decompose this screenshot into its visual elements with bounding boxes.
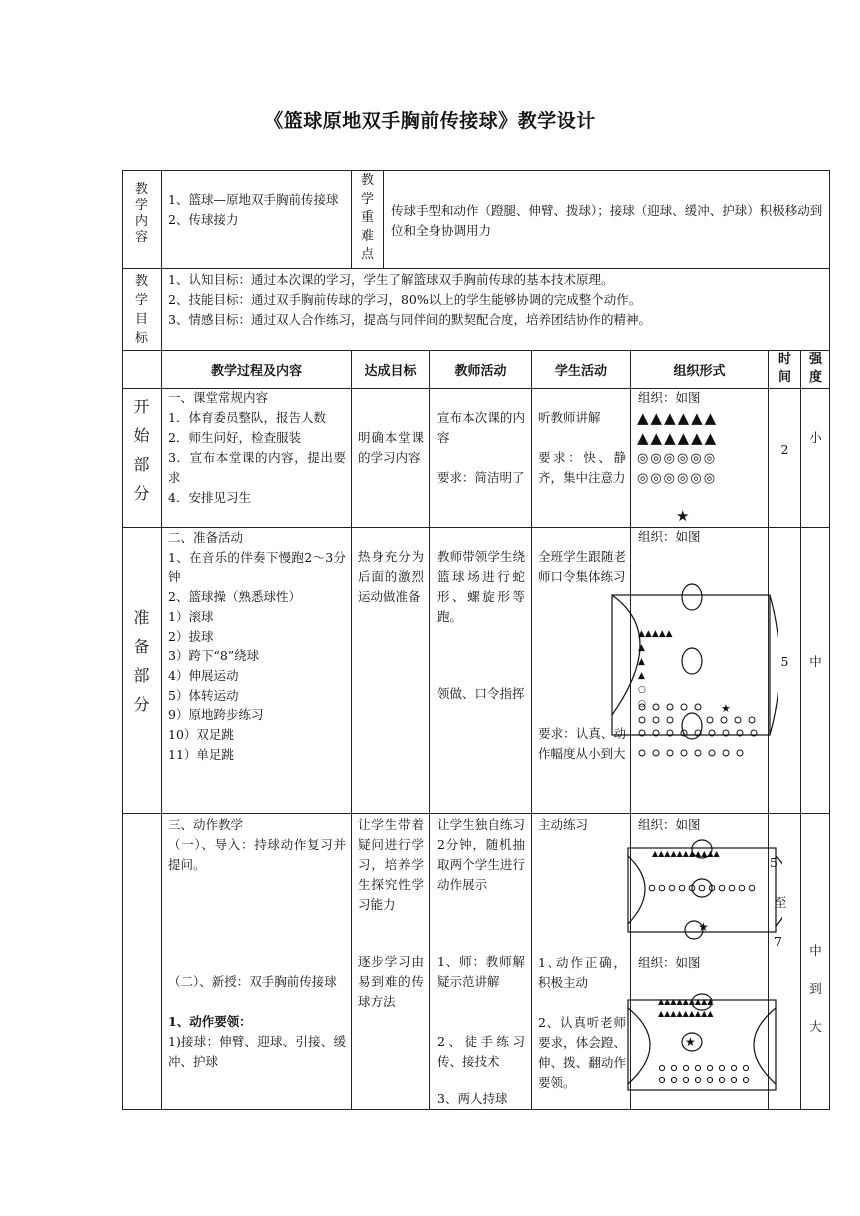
document-title: 《篮球原地双手胸前传接球》教学设计 bbox=[264, 110, 596, 132]
start-target: 明确本堂课的学习内容 bbox=[358, 430, 424, 465]
main-student-3: 2、认真听老师要求，体会蹬、伸、拨、翻动作要领。 bbox=[538, 1015, 626, 1090]
main-court-diagram-2 bbox=[622, 992, 782, 1092]
main-time-b: 至 bbox=[774, 895, 787, 910]
svg-text:▲▲▲▲▲: ▲▲▲▲▲ bbox=[638, 629, 673, 639]
svg-text:★: ★ bbox=[685, 1035, 696, 1049]
start-teacher-1: 宣布本次课的内容 bbox=[437, 410, 525, 445]
main-time-a: 5 bbox=[770, 855, 778, 870]
start-intensity: 小 bbox=[809, 430, 822, 445]
main-court-diagram-1 bbox=[622, 838, 782, 946]
prep-content: 二、准备活动 1、在音乐的伴奏下慢跑2～3分钟 2、篮球操（熟悉球性） 1）滚球 2）拔球 3）跨下“8”绕球 4）伸展运动 5）体转运动 9）原地跨步练习 10）双足跳 11）单足跳 bbox=[168, 530, 346, 762]
header-student: 学生活动 bbox=[554, 364, 607, 379]
formation-circle-row-2: ◎◎◎◎◎◎ bbox=[637, 471, 718, 486]
main-intensity: 中 到 大 bbox=[809, 943, 822, 1034]
svg-text:▲: ▲ bbox=[638, 657, 645, 667]
main-teacher-4: 3、两人持球 bbox=[437, 1091, 508, 1106]
key-points-text: 传球手型和动作（蹬腿、伸臂、拨球）；接球（迎球、缓冲、护球）积极移动到位和全身协调用力 bbox=[391, 203, 823, 238]
svg-text:★: ★ bbox=[721, 702, 731, 715]
header-target: 达成目标 bbox=[364, 364, 417, 379]
main-student-2: 1､动作正确，积极主动 bbox=[538, 955, 626, 990]
main-target-2: 逐步学习由易到难的传球方法 bbox=[358, 954, 424, 1009]
section-prep-label: 准 备 部 分 bbox=[133, 608, 150, 714]
goal-item-2: 2、技能目标：通过双手胸前传球的学习，80%以上的学生能够协调的完成整个动作。 bbox=[168, 292, 642, 307]
prep-student-1: 全班学生跟随老师口令集体练习 bbox=[538, 549, 626, 584]
prep-student-2: 要求：认真、动作幅度从小到大 bbox=[538, 726, 626, 761]
prep-intensity: 中 bbox=[809, 654, 822, 669]
svg-text:▲▲▲▲▲▲▲▲▲: ▲▲▲▲▲▲▲▲▲ bbox=[658, 1009, 714, 1018]
main-teacher-3: 2、徒手练习传、接技术 bbox=[437, 1034, 525, 1069]
formation-triangle-row-1: ▲▲▲▲▲▲ bbox=[637, 409, 719, 427]
header-teacher: 教师活动 bbox=[454, 364, 507, 379]
prep-teacher-2: 领做、口令指挥 bbox=[437, 686, 525, 701]
prep-time: 5 bbox=[780, 654, 789, 669]
start-student-2: 要求：快、静齐，集中注意力 bbox=[538, 450, 626, 485]
main-content-new: （二）、新授：双手胸前传接球 bbox=[168, 974, 337, 989]
svg-text:▲: ▲ bbox=[638, 671, 645, 681]
svg-text:○: ○ bbox=[638, 685, 646, 695]
main-content-key: 1、动作要领： bbox=[168, 1014, 252, 1029]
main-content-catch: 1)接球：伸臂、迎球、引接、缓冲、护球 bbox=[168, 1034, 346, 1069]
start-content: 一、课堂常规内容 1．体育委员整队，报告人数 2．师生问好，检查服装 3．宣布本堂课的内容，提出要求 4．安排见习生 bbox=[168, 390, 346, 505]
prep-court-diagram bbox=[598, 575, 778, 765]
goals-label: 教 学 目 标 bbox=[134, 274, 148, 346]
main-teacher-2: 1、师：教师解疑示范讲解 bbox=[437, 954, 525, 989]
svg-text:★: ★ bbox=[698, 920, 709, 934]
start-org-label: 组织：如图 bbox=[638, 390, 701, 405]
main-org-label-2: 组织：如图 bbox=[638, 955, 701, 970]
teacher-star-icon: ★ bbox=[676, 507, 692, 525]
main-teacher-1: 让学生独自练习2分钟，随机抽取两个学生进行动作展示 bbox=[437, 817, 525, 892]
content-label: 教 学 内 容 bbox=[134, 182, 148, 245]
main-content-intro: 三、动作教学 （一）、导入：持球动作复习并提问。 bbox=[168, 817, 346, 872]
formation-triangle-row-2: ▲▲▲▲▲▲ bbox=[637, 429, 719, 447]
key-points-label: 教 学 重 难 点 bbox=[360, 173, 374, 262]
section-start-label: 开 始 部 分 bbox=[133, 397, 150, 503]
content-text: 1、篮球—原地双手胸前传接球 2、传球接力 bbox=[168, 192, 339, 227]
main-time-c: 7 bbox=[774, 934, 782, 949]
prep-teacher-1: 教师带领学生绕篮球场进行蛇形、螺旋形等跑。 bbox=[437, 549, 525, 624]
prep-target: 热身充分为后面的激烈运动做准备 bbox=[358, 549, 424, 604]
header-intensity: 强 度 bbox=[808, 352, 822, 385]
prep-org-label: 组织：如图 bbox=[638, 529, 701, 544]
svg-text:▲: ▲ bbox=[638, 643, 645, 653]
header-time: 时 间 bbox=[777, 352, 791, 385]
svg-text:▲▲▲▲▲▲▲▲▲▲▲: ▲▲▲▲▲▲▲▲▲▲▲ bbox=[652, 849, 720, 858]
formation-circle-row-1: ◎◎◎◎◎◎ bbox=[637, 451, 718, 466]
header-process: 教学过程及内容 bbox=[210, 364, 302, 379]
goal-item-1: 1、认知目标：通过本次课的学习，学生了解篮球双手胸前传球的基本技术原理。 bbox=[168, 272, 614, 287]
svg-text:▲▲▲▲▲▲▲▲▲: ▲▲▲▲▲▲▲▲▲ bbox=[658, 997, 714, 1006]
goal-item-3: 3、情感目标：通过双人合作练习，提高与同伴间的默契配合度，培养团结协作的精神。 bbox=[168, 312, 651, 327]
start-time: 2 bbox=[780, 442, 789, 457]
main-org-label-1: 组织：如图 bbox=[638, 817, 701, 832]
svg-text:○: ○ bbox=[638, 699, 646, 709]
start-student-1: 听教师讲解 bbox=[538, 410, 601, 425]
main-student-1: 主动练习 bbox=[538, 817, 589, 832]
main-target-1: 让学生带着疑问进行学习，培养学生探究性学习能力 bbox=[358, 817, 424, 912]
start-teacher-2: 要求：简洁明了 bbox=[437, 470, 525, 485]
header-org: 组织形式 bbox=[673, 364, 726, 379]
